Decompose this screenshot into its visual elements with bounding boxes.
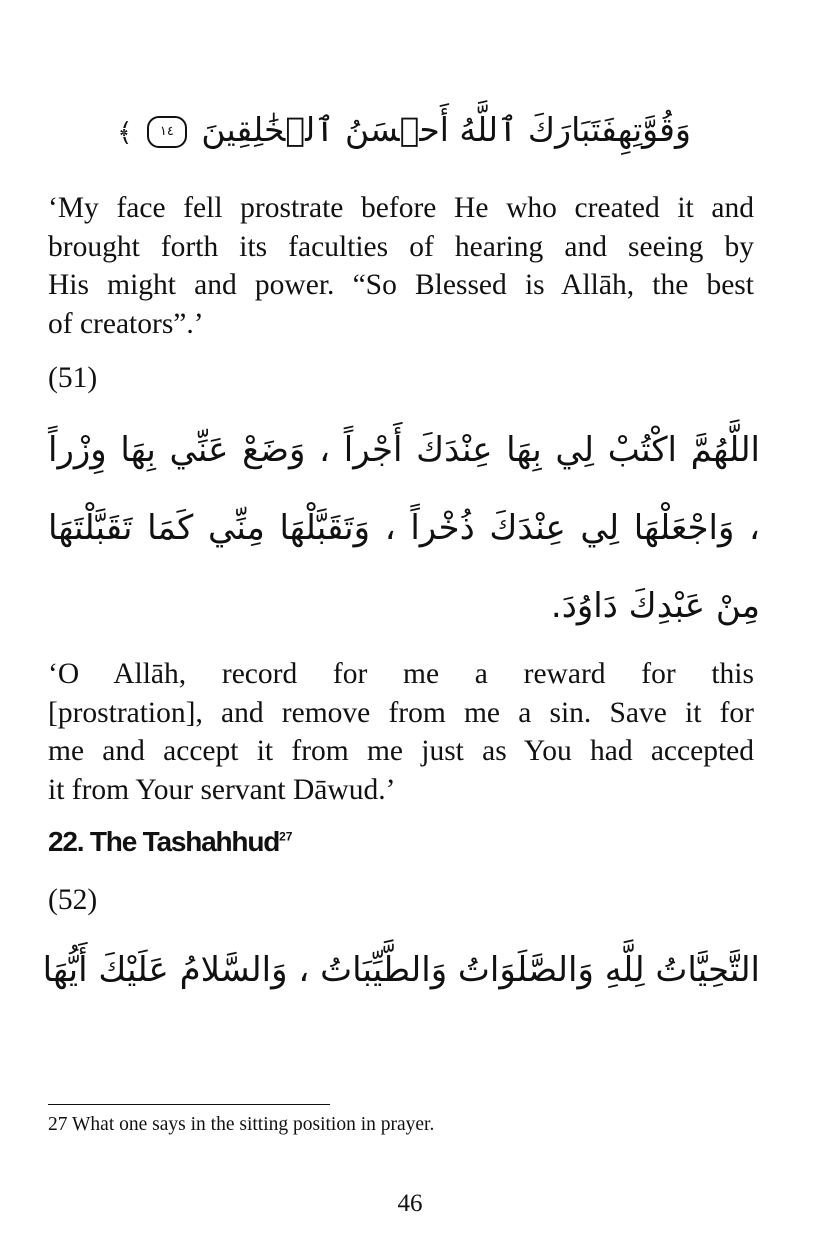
footnote-text: What one says in the sitting position in prayer. [72, 1114, 435, 1135]
arabic-line: اللَّهُمَّ اكْتُبْ لِي بِهَا عِنْدَكَ أَجْراً ، وَضَعْ عَنِّي بِهَا وِزْراً [48, 430, 760, 470]
section-heading [48, 826, 292, 858]
page-number: 46 [397, 1190, 423, 1217]
supplication-number: (52) [48, 884, 98, 916]
arabic-line: مِنْ عَبْدِكَ دَاوُدَ. [550, 586, 760, 626]
quran-verse-text: وَقُوَّتِهِفَتَبَارَكَ ٱللَّهُ أَحۡسَنُ ٱلۡخَٰلِقِينَ [201, 110, 691, 149]
footnote [48, 1114, 434, 1136]
translation-paragraph-2 [48, 655, 754, 809]
footnote-number: 27 [48, 1114, 68, 1135]
supplication-number: (51) [48, 362, 98, 394]
paragraph-line: [prostration], and remove from me a sin. Save it for [48, 696, 754, 729]
footnote-reference[interactable]: 27 [279, 829, 293, 844]
translation-paragraph-1 [48, 189, 754, 343]
verse-number-marker: ١٤ [147, 116, 187, 148]
section-heading-text: 22. The Tashahhud [48, 826, 280, 857]
paragraph-line: it from Your servant Dāwud.’ [48, 773, 396, 806]
arabic-supplication-52: التَّحِيَّاتُ لِلَّهِ وَالصَّلَوَاتُ وَالطَّيِّبَاتُ ، وَالسَّلامُ عَلَيْكَ أَيُّهَا [42, 950, 760, 990]
footnote-divider [48, 1104, 330, 1105]
paragraph-line: me and accept it from me just as You had accepted [48, 735, 754, 767]
paragraph-line: of creators”.’ [48, 307, 204, 340]
paragraph-line: ‘My face fell prostrate before He who created it and [48, 192, 754, 224]
quran-verse-line [48, 104, 760, 159]
arabic-line: ، وَاجْعَلْهَا لِي عِنْدَكَ ذُخْراً ، وَتَقَبَّلْهَا مِنِّي كَمَا تَقَبَّلْتَهَا [48, 508, 760, 548]
paragraph-line: brought forth its faculties of hearing and seeing by [48, 230, 754, 263]
paragraph-line: His might and power. “So Blessed is Allāh, the best [48, 269, 754, 301]
verse-ornament: ﴾ [117, 118, 133, 148]
paragraph-line: ‘O Allāh, record for me a reward for this [48, 658, 754, 690]
